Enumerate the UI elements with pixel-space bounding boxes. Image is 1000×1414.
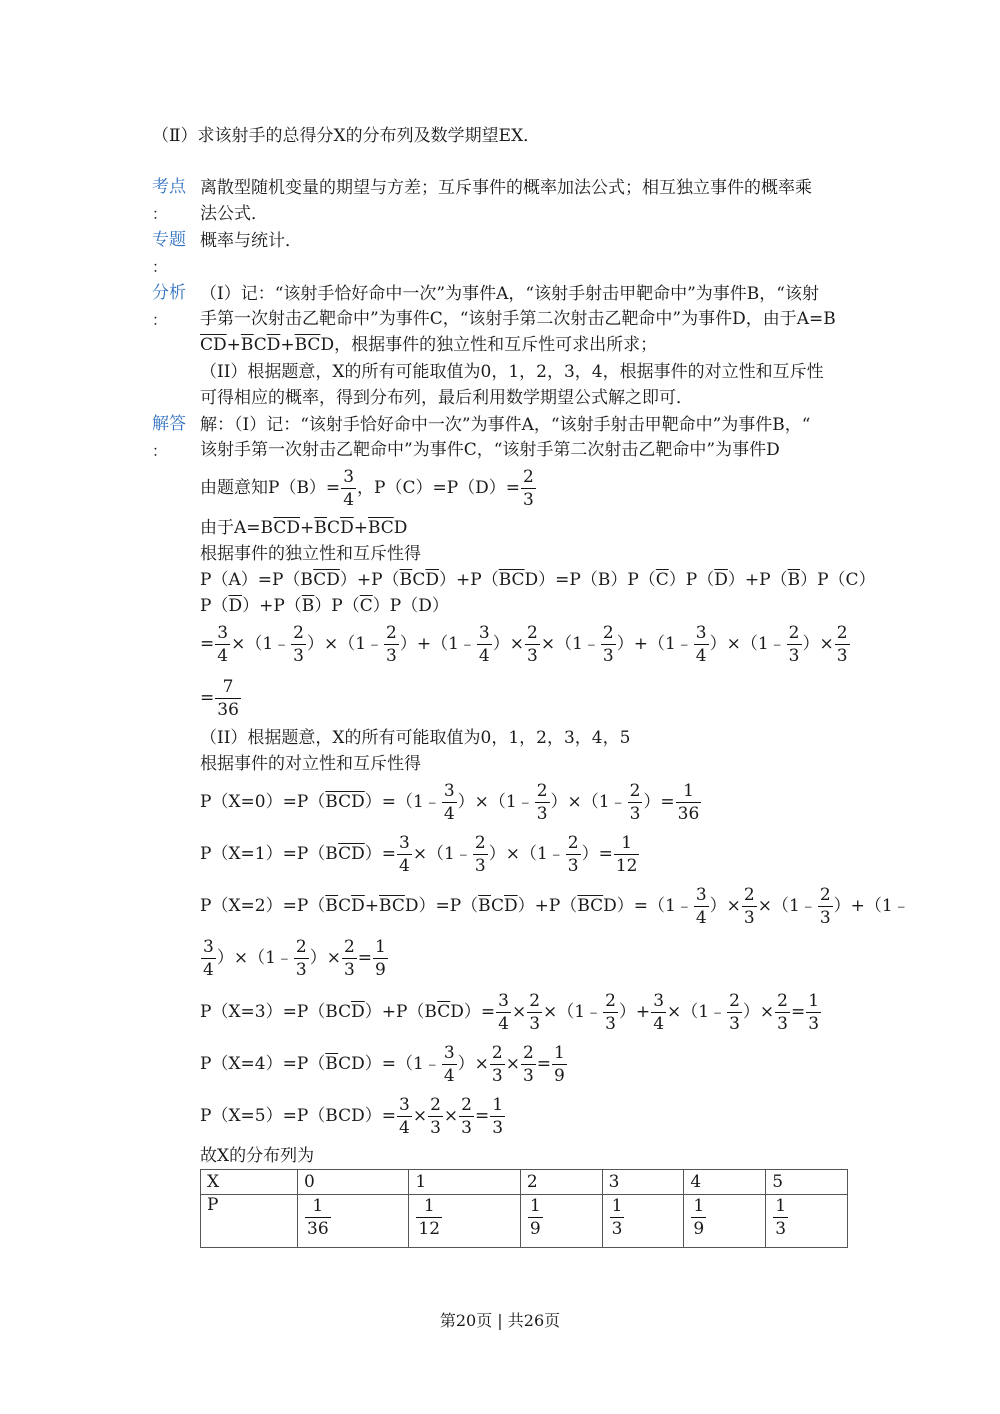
label-colon: ： (152, 205, 168, 223)
table-cell: $\frac{1}{12}$ (409, 1195, 520, 1248)
fenxi-line1: （I）记：“该射手恰好命中一次”为事件A，“该射手射击甲靶命中”为事件B，“该射 (200, 284, 819, 304)
fenxi-line2: 手第一次射击乙靶命中”为事件C，“该射手第二次射击乙靶命中”为事件D，由于A=B (200, 309, 836, 329)
part2-question: （Ⅱ）求该射手的总得分X的分布列及数学期望EX． (152, 126, 541, 146)
jieda-line2: 该射手第一次射击乙靶命中”为事件C，“该射手第二次射击乙靶命中”为事件D (200, 440, 780, 460)
px2-line2: $\frac{3}{4}$ ）×（1﹣ $\frac{2}{3}$ ）× $\frac{2}{3}$ = $\frac{1}{9}$ (203, 937, 386, 980)
label-kaodian: 考点 (152, 177, 186, 197)
table-cell: $\frac{1}{3}$ (602, 1195, 684, 1248)
pa-line2: $P(\overline{D})+P(\overline{B})P(\overline{C})P(D)$ (200, 596, 449, 616)
label-fenxi: 分析 (152, 283, 186, 303)
px5: P（X=5）=P（BCD）= $\frac{3}{4}$ × $\frac{2}{3}$ × $\frac{2}{3}$ = $\frac{1}{3}$ (200, 1095, 504, 1138)
zhuanti-text: 概率与统计． (200, 231, 302, 251)
kaodian-line2: 法公式． (200, 204, 268, 224)
jieda-line1: 解：（I）记：“该射手恰好命中一次”为事件A，“该射手射击甲靶命中”为事件B，“ (200, 415, 811, 435)
fenxi-line3: $\overline{CD}+\overline{B}C\overline{D}+\overline{BC}D$，根据事件的独立性和互斥性可求出所求； (200, 335, 658, 355)
distribution-title: 故X的分布列为 (200, 1146, 315, 1166)
part2-intro: （II）根据题意，X的所有可能取值为0，1，2，3，4，5 (200, 728, 631, 748)
label-colon: ： (152, 258, 168, 276)
px2-line1: $P(X=2)=P(\overline{B}C\overline{D}+\overline{BC}D)=P(\overline{B}C\overline{D})+P(\overline{BC}D)=(1﹣$ $\frac{3}{4}$ ）× $\frac{2}{3}$ ×（1﹣ $\frac{2}{3}$ ）+（1﹣ (200, 885, 910, 928)
page-footer: 第20页 | 共26页 (439, 1311, 561, 1330)
independence-note: 根据事件的独立性和互斥性得 (200, 544, 421, 564)
table-cell: 3 (602, 1170, 684, 1195)
table-cell: $\frac{1}{36}$ (298, 1195, 409, 1248)
table-cell: $\frac{1}{9}$ (520, 1195, 602, 1248)
label-zhuanti: 专题 (152, 230, 186, 250)
table-cell: 4 (684, 1170, 766, 1195)
table-cell: $\frac{1}{3}$ (766, 1195, 848, 1248)
px1: $P(X=1)=P(B\overline{CD})=$ $\frac{3}{4}$ ×（1﹣ $\frac{2}{3}$ ）×（1﹣ $\frac{2}{3}$ ）= $\frac{1}{12}$ (200, 833, 638, 876)
given-probabilities: 由题意知P（B）= $\frac{3}{4}$ ，P（C）=P（D）= $\frac{2}{3}$ (200, 467, 534, 510)
table-cell: P (201, 1195, 298, 1248)
fenxi-line4: （II）根据题意，X的所有可能取值为0，1，2，3，4，根据事件的对立性和互斥性 (200, 362, 824, 382)
px0: $P(X=0)=P(\overline{BCD})=(1﹣$ $\frac{3}{4}$ ）×（1﹣ $\frac{2}{3}$ ）×（1﹣ $\frac{2}{3}$ ）= $\frac{1}{36}$ (200, 781, 700, 824)
table-cell: 0 (298, 1170, 409, 1195)
table-header-row (201, 1170, 848, 1195)
px3: $P(X=3)=P(BC\overline{D})+P(B\overline{C}D)=$ $\frac{3}{4}$ × $\frac{2}{3}$ ×（1﹣ $\frac{2}{3}$ ）+ $\frac{3}{4}$ ×（1﹣ $\frac{2}{3}$ ）× $\frac{2}{3}$ = $\frac{1}{3}$ (200, 991, 820, 1034)
event-a-expression: 由于$A=B\overline{CD}+\overline{B}C\overline{D}+\overline{BC}D$ (200, 518, 408, 538)
table-cell: 2 (520, 1170, 602, 1195)
pa-result: = $\frac{7}{36}$ (200, 677, 239, 720)
table-cell: 1 (409, 1170, 520, 1195)
distribution-table (200, 1169, 848, 1248)
pa-line3: = $\frac{3}{4}$ ×（1﹣ $\frac{2}{3}$ ）×（1﹣ $\frac{2}{3}$ ）+（1﹣ $\frac{3}{4}$ ）× $\frac{2}{3}$ ×（1﹣ $\frac{2}{3}$ ）+（1﹣ $\frac{3}{4}$ ）×（1﹣ $\frac{2}{3}$ ）× $\frac{2}{3}$ (200, 623, 848, 666)
pa-line1: $P(A)=P(B\overline{CD})+P(\overline{B}C\overline{D})+P(\overline{BC}D)=P(B)P(\overline{C})P(\overline{D})+P(\overline{B})P(C)$ (200, 570, 876, 590)
table-cell: 5 (766, 1170, 848, 1195)
kaodian-line1: 离散型随机变量的期望与方差；互斥事件的概率加法公式；相互独立事件的概率乘 (200, 178, 812, 198)
label-jieda: 解答 (152, 414, 186, 434)
table-cell: X (201, 1170, 298, 1195)
px4: $P(X=4)=P(\overline{B}CD)=(1﹣$ $\frac{3}{4}$ ）× $\frac{2}{3}$ × $\frac{2}{3}$ = $\frac{1}{9}$ (200, 1043, 565, 1086)
table-row (201, 1195, 848, 1248)
label-colon: ： (152, 442, 168, 460)
fenxi-line5: 可得相应的概率，得到分布列，最后利用数学期望公式解之即可． (200, 388, 693, 408)
opposite-note: 根据事件的对立性和互斥性得 (200, 754, 421, 774)
table-cell: $\frac{1}{9}$ (684, 1195, 766, 1248)
label-colon: ： (152, 311, 168, 329)
